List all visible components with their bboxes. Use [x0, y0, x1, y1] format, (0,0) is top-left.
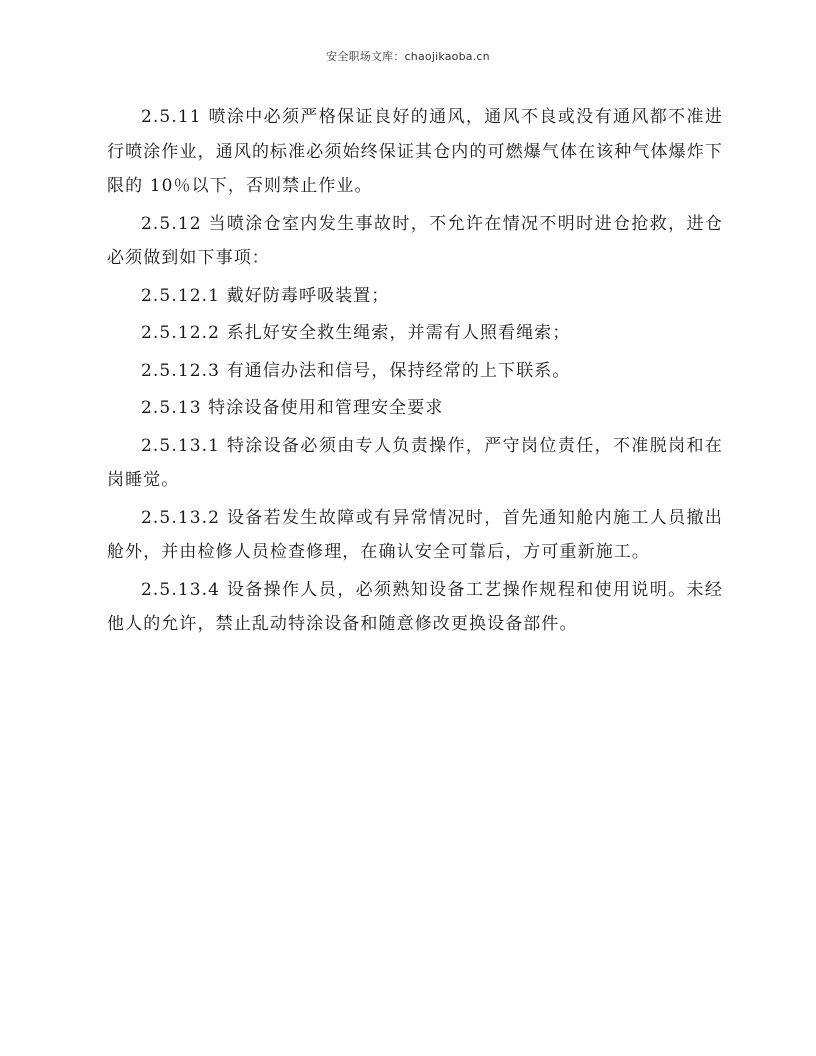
paragraph-2-5-12-1: 2.5.12.1 戴好防毒呼吸装置；	[141, 285, 390, 306]
paragraph-2-5-13-2: 2.5.13.2 设备若发生故障或有异常情况时，首先通知舱内施工人员撤出舱外，并由检修人员检查修理，在确认安全可靠后，方可重新施工。	[107, 507, 723, 562]
paragraph-2-5-13: 2.5.13 特涂设备使用和管理安全要求	[141, 398, 444, 418]
paragraph-2-5-12: 2.5.12 当喷涂仓室内发生事故时，不允许在情况不明时进仓抢救，进仓必须做到如下事项：	[107, 213, 723, 268]
paragraph-2-5-12-2: 2.5.12.2 系扎好安全救生绳索，并需有人照看绳索；	[141, 323, 571, 343]
paragraph-2-5-13-4: 2.5.13.4 设备操作人员，必须熟知设备工艺操作规程和使用说明。未经他人的允许，禁止乱动特涂设备和随意修改更换设备部件。	[107, 579, 723, 634]
page-header: 安全职场文库：chaojikaoba.cn	[326, 50, 490, 63]
document-body	[107, 100, 723, 645]
paragraph-2-5-11: 2.5.11 喷涂中必须严格保证良好的通风，通风不良或没有通风都不准进行喷涂作业，通风的标准必须始终保证其仓内的可燃爆气体在该种气体爆炸下限的 10％以下，否则禁止作业。	[107, 107, 723, 196]
paragraph-2-5-13-1: 2.5.13.1 特涂设备必须由专人负责操作，严守岗位责任，不准脱岗和在岗睡觉。	[107, 435, 723, 490]
paragraph-2-5-12-3: 2.5.12.3 有通信办法和信号，保持经常的上下联系。	[141, 360, 571, 381]
